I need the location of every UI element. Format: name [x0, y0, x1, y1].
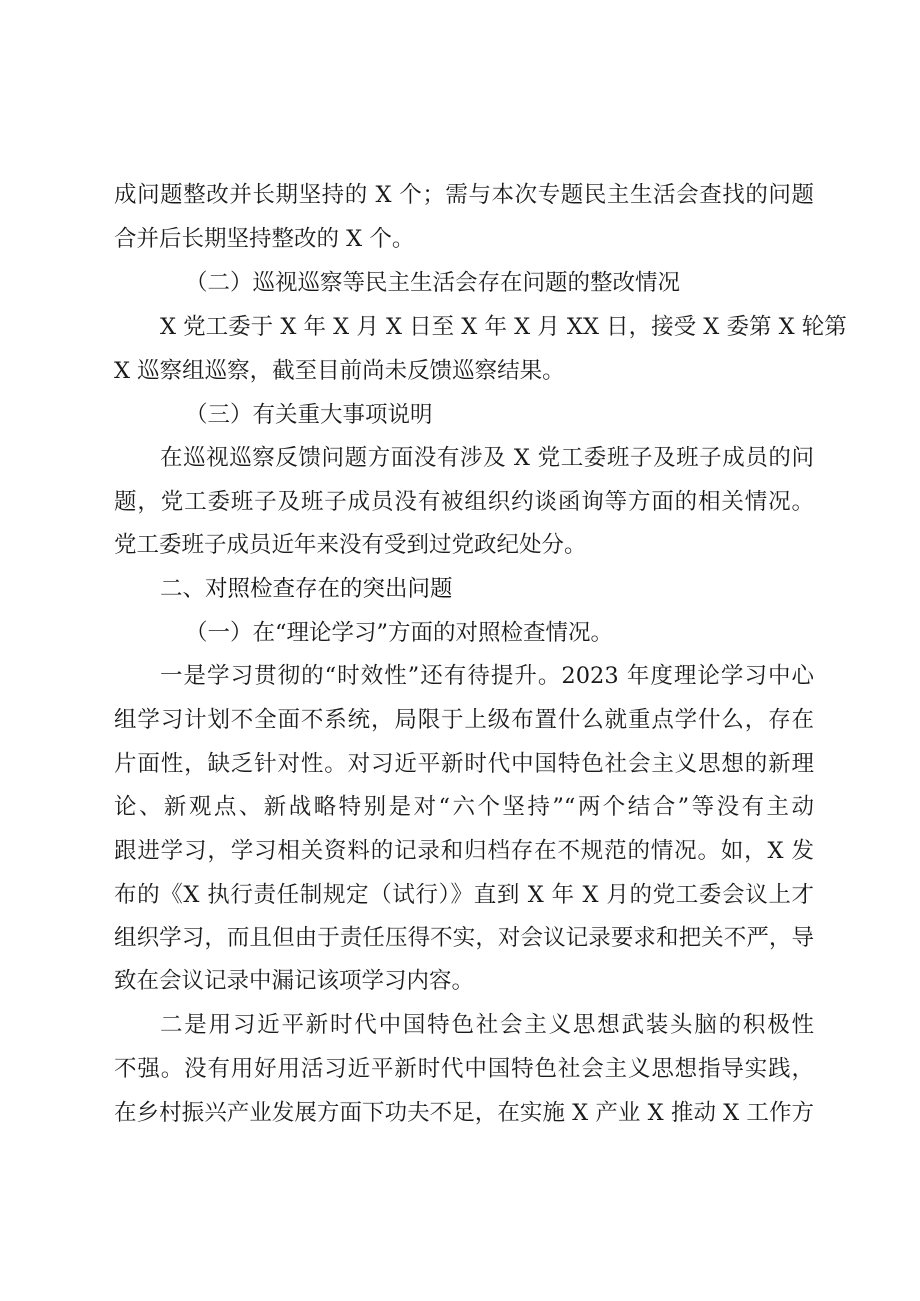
section-heading: 二、对照检查存在的突出问题: [160, 576, 453, 602]
paragraph-line: 布的《X 执行责任制规定（试行）》直到 X 年 X 月的党工委会议上才: [114, 882, 814, 908]
section-subheading: （一）在“理论学习”方面的对照检查情况。: [185, 620, 614, 646]
paragraph-line: 组学习计划不全面不系统，局限于上级布置什么就重点学什么，存在: [114, 707, 814, 733]
paragraph-line: 在乡村振兴产业发展方面下功夫不足，在实施 X 产业 X 推动 X 工作方: [114, 1100, 814, 1126]
paragraph-line: 论、新观点、新战略特别是对“六个坚持”“两个结合”等没有主动: [114, 794, 814, 820]
paragraph-line: 跟进学习，学习相关资料的记录和归档存在不规范的情况。如，X 发: [114, 838, 814, 864]
paragraph-line: 组织学习，而且但由于责任压得不实，对会议记录要求和把关不严，导: [114, 925, 814, 951]
paragraph-line: X 巡察组巡察，截至目前尚未反馈巡察结果。: [114, 358, 565, 384]
paragraph-line: 在巡视巡察反馈问题方面没有涉及 X 党工委班子及班子成员的问: [160, 445, 814, 471]
paragraph-line: 不强。没有用好用活习近平新时代中国特色社会主义思想指导实践，: [114, 1056, 814, 1082]
paragraph-line: 党工委班子成员近年来没有受到过党政纪处分。: [114, 532, 587, 558]
paragraph-line: 题，党工委班子及班子成员没有被组织约谈函询等方面的相关情况。: [114, 489, 814, 515]
section-subheading: （三）有关重大事项说明: [185, 402, 433, 428]
section-subheading: （二）巡视巡察等民主生活会存在问题的整改情况: [185, 270, 681, 296]
paragraph-line: 致在会议记录中漏记该项学习内容。: [114, 968, 475, 994]
paragraph-line: 二是用习近平新时代中国特色社会主义思想武装头脑的积极性: [160, 1012, 814, 1038]
paragraph-line: 片面性，缺乏针对性。对习近平新时代中国特色社会主义思想的新理: [114, 751, 814, 777]
paragraph-line: 成问题整改并长期坚持的 X 个；需与本次专题民主生活会查找的问题: [114, 182, 814, 208]
paragraph-line: 合并后长期坚持整改的 X 个。: [114, 226, 415, 252]
paragraph-line: X 党工委于 X 年 X 月 X 日至 X 年 X 月 XX 日，接受 X 委第 X 轮第: [160, 314, 847, 340]
paragraph-line: 一是学习贯彻的“时效性”还有待提升。2023 年度理论学习中心: [160, 663, 814, 689]
